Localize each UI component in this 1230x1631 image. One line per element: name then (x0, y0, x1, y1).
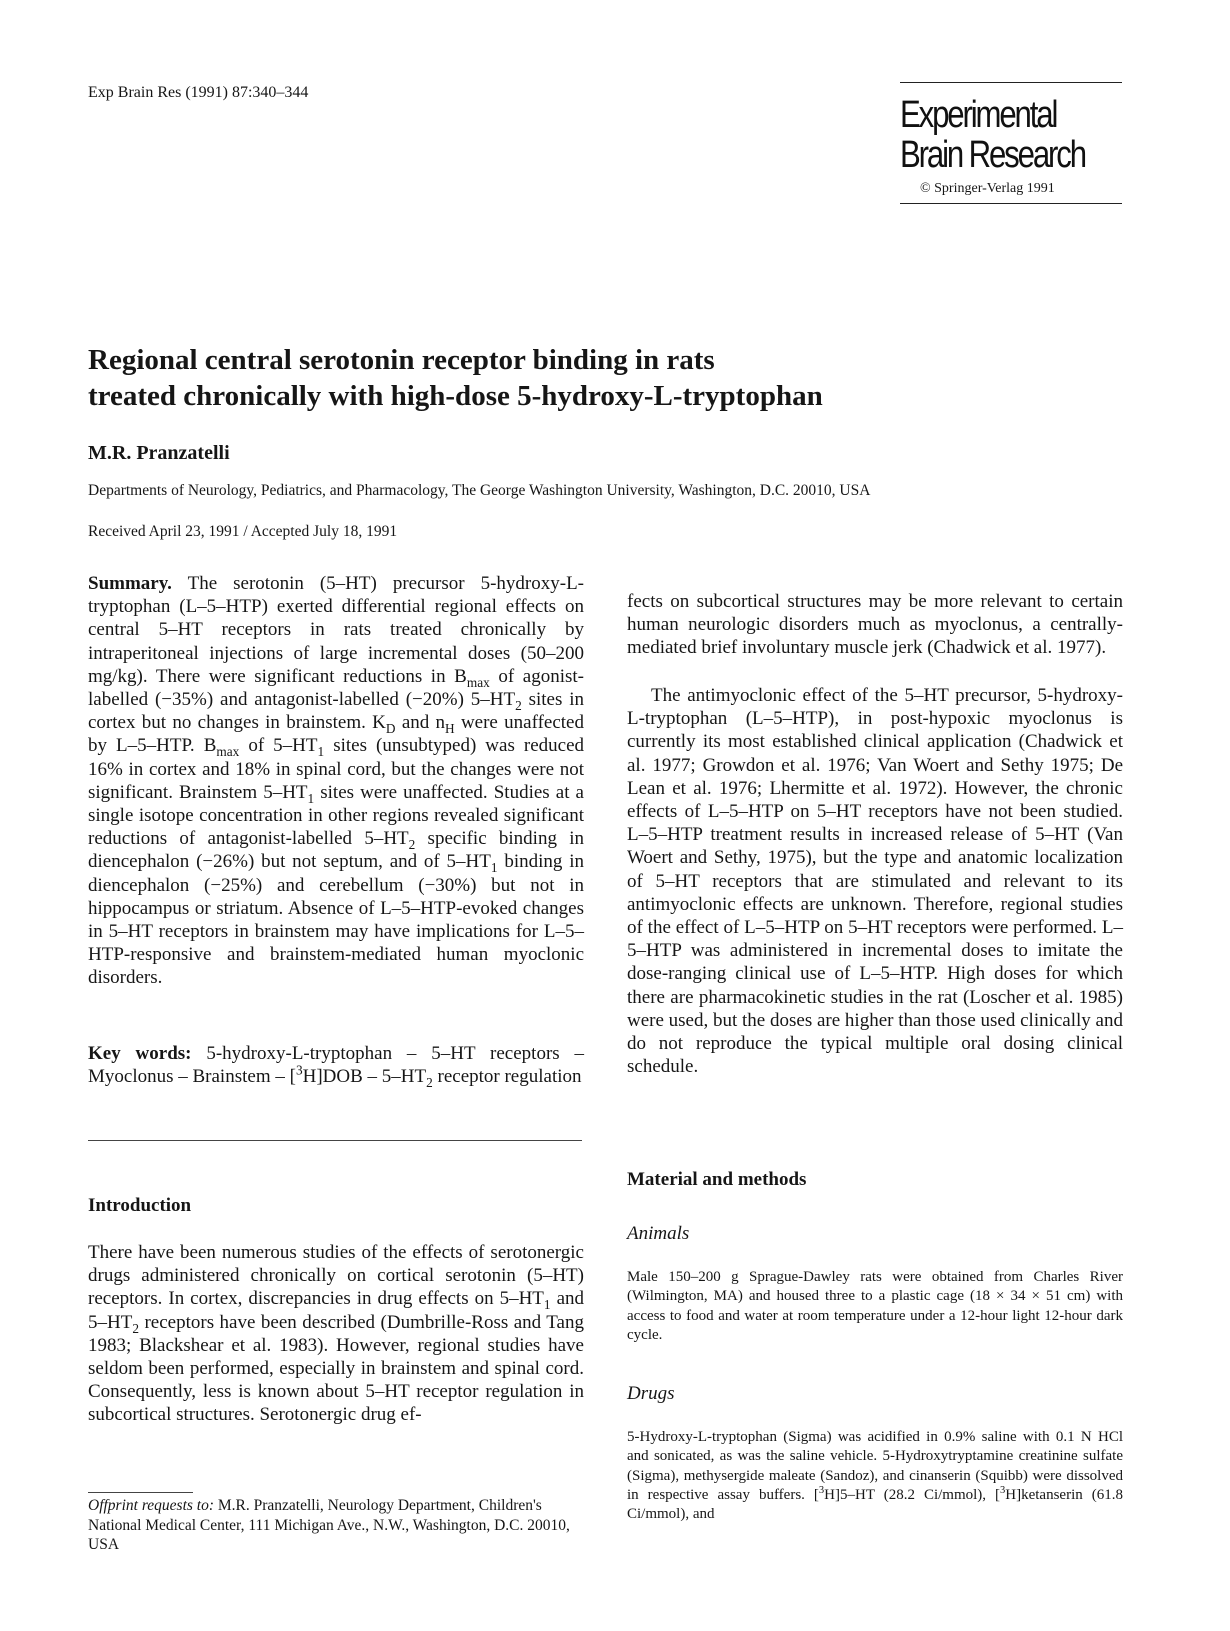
animals-paragraph: Male 150–200 g Sprague-Dawley rats were obtained from Charles River (Wilmington, MA) and housed three to a plastic cage (18 × 34 × 51 cm) with access to food and water at room temperature under a 12-hour light 12-hour dark cycle. (627, 1269, 1123, 1343)
journal-name (900, 94, 1085, 176)
masthead-rule-top (900, 82, 1122, 83)
received-dates: Received April 23, 1991 / Accepted July 18, 1991 (88, 523, 398, 540)
article-title (88, 342, 1088, 414)
summary-text: specific binding in diencephalon (−26%) but not septum, and of 5–HT (88, 828, 584, 873)
author-affiliation: Departments of Neurology, Pediatrics, and Pharmacology, The George Washington University, Washington, D.C. 20010, USA (88, 482, 871, 499)
introduction-paragraph (88, 1241, 584, 1427)
keywords-text: 5-hydroxy-L-tryptophan – 5–HT receptors – Myoclonus – Brainstem – [ (88, 1043, 585, 1088)
summary-text: binding in diencephalon (−25%) and cerebellum (−30%) but not in hippocampus or striatum. Absence of L–5–HTP-evoked changes in 5–HT receptors in brainstem may have implications for L–5–HTP-responsive and brainstem-mediated human myoclonic disorders. (88, 851, 584, 989)
keywords-label: Key words: (88, 1043, 192, 1064)
keywords-divider (88, 1140, 582, 1141)
summary-subscript: H (445, 721, 455, 737)
offprint-footnote (88, 1496, 584, 1555)
animals-heading: Animals (627, 1223, 690, 1244)
introduction-heading: Introduction (88, 1195, 192, 1216)
summary-text: of 5–HT (239, 735, 318, 757)
keywords-text: receptor regulation (432, 1066, 582, 1088)
masthead-rule-bottom (900, 203, 1122, 204)
introduction-text: and 5–HT (88, 1288, 585, 1333)
keywords-paragraph (88, 1042, 584, 1088)
keywords-superscript: 3 (295, 1062, 303, 1078)
drugs-text: 5-Hydroxy-L-tryptophan (Sigma) was acidified in 0.9% saline with 0.1 N HCl and sonicated, as was the saline vehicle. 5-Hydroxytryptamine creatinine sulfate (Sigma), methysergide maleate (Sandoz), and cinanserin (Squibb) were dissolved in respective assay buffers. [ (627, 1429, 1123, 1503)
keywords-text: H]DOB – 5–HT (302, 1066, 427, 1088)
title-line-2: treated chronically with high-dose 5-hydroxy-L-tryptophan (88, 380, 823, 412)
introduction-subscript: 1 (543, 1297, 551, 1313)
author-name: M.R. Pranzatelli (88, 442, 230, 464)
journal-name-line1: Experimental (900, 94, 1057, 136)
summary-text: were unaffected by L–5–HTP. B (88, 712, 584, 757)
drugs-paragraph (627, 1428, 1123, 1524)
summary-text: The serotonin (5–HT) precursor 5-hydroxy-L-tryptophan (L–5–HTP) exerted differential regional effects on central 5–HT receptors in rats treated chronically by intraperitoneal injections of large incremental doses (50–200 mg/kg). There were significant reductions in B (88, 573, 584, 687)
offprint-text: M.R. Pranzatelli, Neurology Department, Children's National Medical Center, 111 Michigan Ave., N.W., Washington, D.C. 20010, USA (88, 1497, 570, 1553)
drugs-text: H]ketanserin (61.8 Ci/mmol), and (627, 1486, 1123, 1523)
drugs-superscript: 3 (818, 1484, 825, 1496)
keywords-subscript: 2 (426, 1075, 433, 1090)
journal-masthead (900, 82, 1122, 204)
summary-text: of agonist-labelled (−35%) and antagonist-labelled (−20%) 5–HT (88, 665, 584, 711)
copyright-notice: © Springer-Verlag 1991 (920, 181, 1055, 196)
footnote-rule (88, 1492, 193, 1493)
journal-name-line2: Brain Research (900, 134, 1085, 176)
summary-paragraph (88, 572, 584, 990)
summary-label: Summary. (88, 573, 172, 594)
antimyoclonic-paragraph: The antimyoclonic effect of the 5–HT precursor, 5-hydroxy-L-tryptophan (L–5–HTP), in post-hypoxic myoclonus is currently its most established clinical application (Chadwick et al. 1977; Growdon et al. 1976; Van Woert and Sethy 1975; De Lean et al. 1976; Lhermitte et al. 1972). However, the chronic effects of L–5–HTP on 5–HT receptors have not been studied. L–5–HTP treatment results in increased release of 5–HT (Van Woert and Sethy, 1975), but the type and anatomic localization of 5–HT receptors that are stimulated and relevant to its antimyoclonic effects are unknown. Therefore, regional studies of the effect of L–5–HTP on 5–HT receptors were performed. L–5–HTP was administered in incremental doses to imitate the dose-ranging clinical use of L–5–HTP. High doses for which there are pharmacokinetic studies in the rat (Loscher et al. 1985) were used, but the doses are higher than those used clinically and do not reproduce the typical multiple oral dosing clinical schedule. (627, 685, 1123, 1078)
summary-text: sites in cortex but no changes in brainstem. K (88, 689, 584, 734)
title-line-1: Regional central serotonin receptor binding in rats (88, 344, 715, 376)
introduction-text: receptors have been described (Dumbrille-Ross and Tang 1983; Blackshear et al. 1983). However, regional studies have seldom been performed, especially in brainstem and spinal cord. Consequently, less is known about 5–HT receptor regulation in subcortical structures. Serotonergic drug ef- (88, 1311, 584, 1426)
introduction-subscript: 2 (132, 1320, 139, 1336)
intro-continuation-paragraph: fects on subcortical structures may be more relevant to certain human neurologic disorders much as myoclonus, a centrally-mediated brief involuntary muscle jerk (Chadwick et al. 1977). (627, 591, 1123, 659)
summary-subscript: max (216, 744, 240, 760)
summary-subscript: 1 (490, 860, 498, 876)
offprint-label: Offprint requests to: (88, 1497, 215, 1514)
journal-citation: Exp Brain Res (1991) 87:340–344 (88, 84, 309, 101)
summary-text: and n (395, 712, 446, 734)
summary-subscript: 1 (307, 790, 315, 806)
summary-subscript: 2 (515, 697, 522, 713)
drugs-text: H]5–HT (28.2 Ci/mmol), [ (824, 1486, 1001, 1503)
summary-subscript: 2 (408, 837, 416, 853)
drugs-heading: Drugs (627, 1383, 675, 1404)
drugs-superscript: 3 (1000, 1484, 1006, 1496)
summary-subscript: D (385, 721, 396, 737)
introduction-text: There have been numerous studies of the effects of serotonergic drugs administered chronically on cortical serotonin (5–HT) receptors. In cortex, discrepancies in drug effects on 5–HT (88, 1242, 584, 1310)
summary-text: sites (unsubtyped) was reduced 16% in cortex and 18% in spinal cord, but the changes were not significant. Brainstem 5–HT (88, 735, 585, 803)
summary-subscript: 1 (317, 744, 325, 760)
summary-subscript: max (466, 674, 490, 690)
methods-heading: Material and methods (627, 1169, 807, 1190)
summary-text: sites were unaffected. Studies at a single isotope concentration in other regions revealed significant reductions of antagonist-labelled 5–HT (88, 781, 584, 850)
